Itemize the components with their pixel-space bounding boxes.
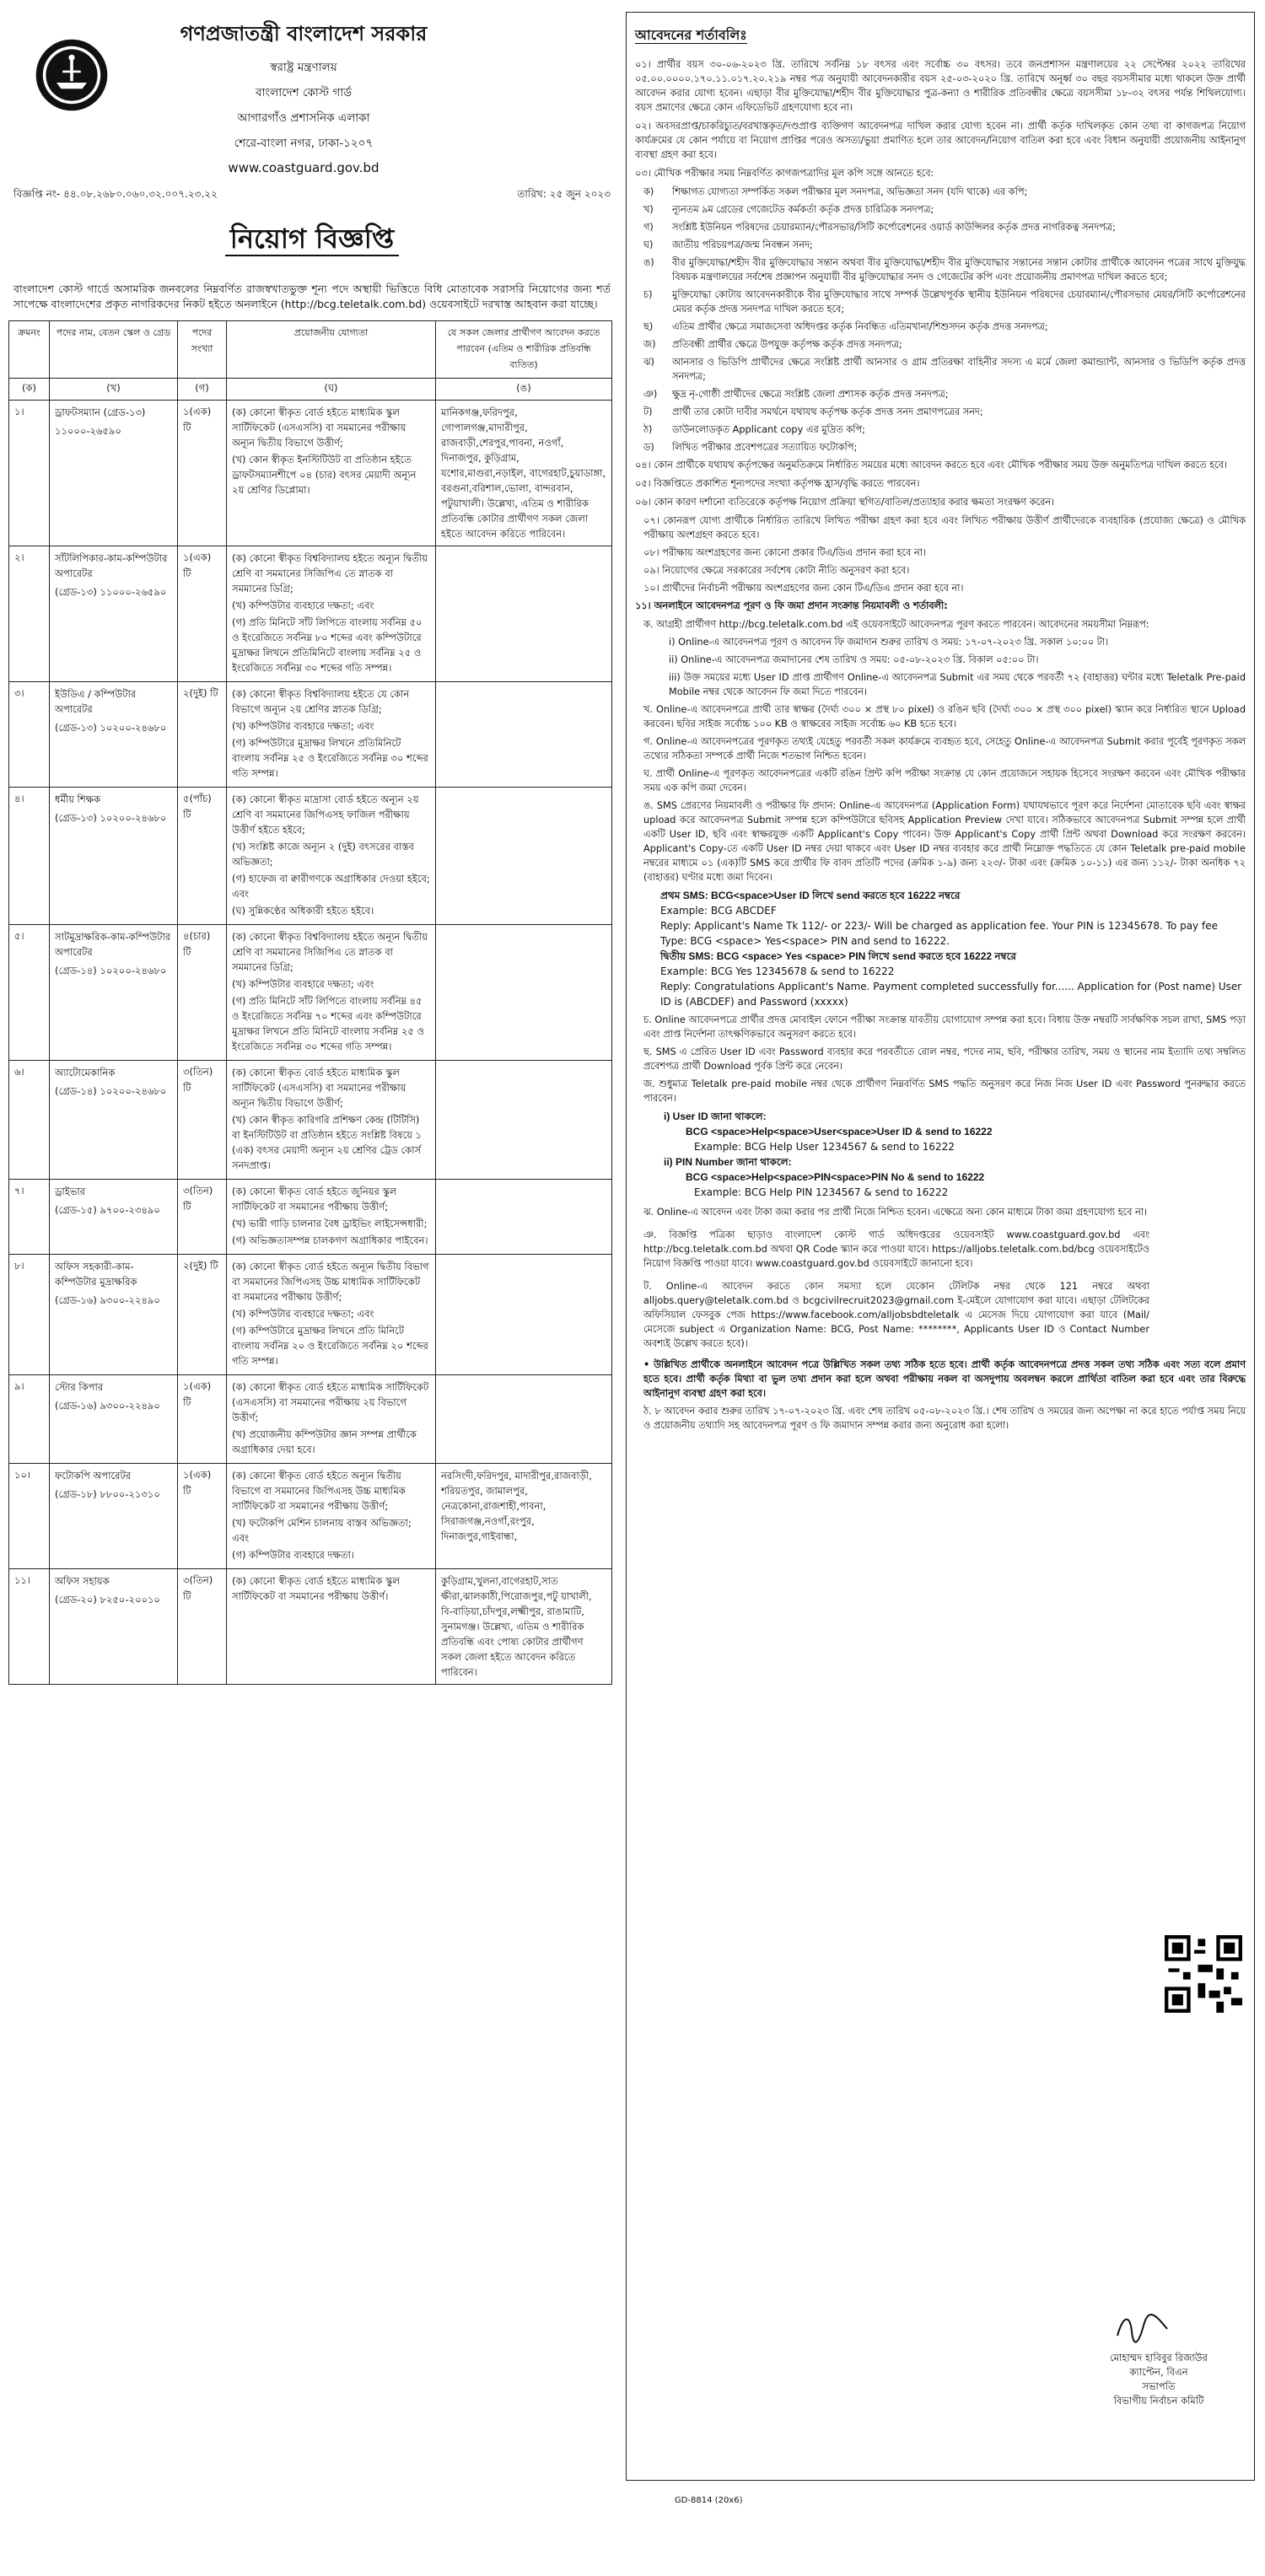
qualification-cell [227, 788, 436, 925]
list-text: বীর মুক্তিযোদ্ধা/শহীদ বীর মুক্তিযোদ্ধার সন্তান অথবা বীর মুক্তিযোদ্ধা/শহীদ বীর মুক্তিযোদ্ধার সন্তানের সন্তান কোটার প্রার্থীকে আবেদন পত্রের সাথে মুক্তিযুদ্ধ বিষয়ক মন্ত্রণালয়ের সর্বশেষ প্রজ্ঞাপন অনুযায়ী বীর মুক্তিযোদ্ধার সনদ ও গেজেটের কপি এবং প্রয়োজনীয় প্রমাণপত্র দাখিল করতে হবে; [672, 257, 1246, 282]
condition-cancel-right: ০৬। কোন কারণ দর্শানো ব্যতিরেকে কর্তৃপক্ষ নিয়োগ প্রক্রিয়া স্থগিত/বাতিল/প্রত্যাহার করার ক্ষমতা সংরক্ষণ করেন। [635, 497, 1055, 508]
qualification-line: (গ) কম্পিউটারে মুদ্রাক্ষর লিখনে প্রতিমিনিটে বাংলায় সর্বনিম্ন ২৫ ও ইংরেজিতে সর্বনিম্ন ৩০ শব্দের গতি সম্পন্ন। [232, 737, 428, 779]
advertisement-left-column [8, 12, 616, 1685]
header-post: পদের নাম, বেতন স্কেল ও গ্রেড [50, 321, 178, 379]
rule-dha: ঠ. ৮ আবেদন করার শুরুর তারিখ ১৭-০৭-২০২৩ খ্রি. এবং শেষ তারিখ ০৫-০৮-২০২৩ খ্রি.। শেষ তারিখ ও সময়ের জন্য অপেক্ষা না করে হাতে পর্যাপ্ত সময় নিয়ে ও প্রয়োজনীয় তথ্যাদি সহ আবেদনপত্র পূরণ ও ফি জমাদান সম্পন্ন করার জন্য অনুরোধ করা হলো। [643, 1406, 1246, 1431]
rule-umo: ঙ. SMS প্রেরণের নিয়মাবলী ও পরীক্ষার ফি প্রদান: Online-এ আবেদনপত্র (Application Form) যথাযথভাবে পূরণ করে নির্দেশনা মোতাবেক ছবি এবং স্বাক্ষর upload করে আবেদনপত্র Submit সম্পন্ন হলে কম্পিউটারে ছবিসহ Application Preview দেখা যাবে। সঠিকভাবে আবেদনপত্র Submit সম্পন্ন হলে প্রার্থী একটি User ID, ছবি এবং স্বাক্ষরযুক্ত একটি Applicant's Copy পাবেন। উক্ত Applicant's Copy প্রার্থী প্রিন্ট অথবা Download করে সংরক্ষণ করবেন। Applicant's Copy-তে একটি User ID নম্বর দেয়া থাকবে এবং User ID নম্বর ব্যবহার করে প্রার্থী নিম্নোক্ত পদ্ধতিতে যে কোন Teletalk pre-paid mobile নম্বরের মাধ্যমে ০১ (এক)টি SMS করে প্রার্থীর ফি বাবদ প্রতিটি পদের (ক্রমিক ১-৯) জন্য ২২৩/- টাকা এবং (ক্রমিক ১০-১১) এর জন্য ১১২/- টাকা অনধিক ৭২ (বাহাত্তর) ঘণ্টার মধ্যে জমা দিবেন। [643, 800, 1246, 883]
list-item [643, 202, 1246, 217]
qualification-line: (ক) কোনো স্বীকৃত বোর্ড হইতে মাধ্যমিক সার্টিফিকেট (এসএসসি) বা সমমানের পরীক্ষায় ২য় বিভাগে উত্তীর্ণ; [232, 1381, 429, 1423]
extra-condition-list [635, 514, 1246, 595]
recover-userid-example: Example: BCG Help User 1234567 & send to 16222 [694, 1141, 955, 1153]
page-title: নিয়োগ বিজ্ঞপ্তি [8, 218, 616, 263]
count-cell: ১(এক) টি [178, 546, 227, 682]
sms-first-example: Example: BCG ABCDEF [660, 905, 777, 917]
count-cell: ৫(পাঁচ) টি [178, 788, 227, 925]
district-cell [436, 682, 612, 788]
list-item [643, 185, 1246, 199]
post-name: অ্যাটোমেকানিক [55, 1067, 116, 1078]
list-item [643, 405, 1246, 419]
sms-second: দ্বিতীয় SMS: BCG <space> Yes <space> PIN লিখে send করতে হবে 16222 নম্বরে [660, 950, 1017, 962]
table-row [9, 1464, 612, 1569]
post-name: অফিস সহকারী-কাম-কম্পিউটার মুদ্রাক্ষরিক [55, 1261, 137, 1288]
serial-cell: ৮। [9, 1255, 50, 1375]
qualification-line: (গ) হাফেজ বা ক্বারীগণকে অগ্রাধিকার দেওয়া হইবে; এবং [232, 873, 430, 900]
vacancy-table [8, 320, 612, 1685]
qualification-line: (গ) অভিজ্ঞতাসম্পন্ন চালকগণ অগ্রাধিকার পাইবেন। [232, 1234, 428, 1246]
rule-gha: ঘ. প্রার্থী Online-এ পূরণকৃত আবেদনপত্রের একটি রঙিন প্রিন্ট কপি পরীক্ষা সংক্রান্ত যে কোন প্রয়োজনে সহায়ক হিসেবে সংরক্ষণ করবেন এবং মৌখিক পরীক্ষার সময় এক কপি জমা দেবেন। [643, 768, 1246, 793]
serial-cell: ৪। [9, 788, 50, 925]
coast-guard-emblem-icon [34, 37, 110, 113]
pay-scale: (গ্রেড-১৬) ৯৩০০-২২৪৯০ [55, 1294, 160, 1306]
condition-eligibility: ০২। অবসরপ্রাপ্ত/চাকরিচ্যুত/বরখাস্তকৃত/দণ্ডপ্রাপ্ত ব্যক্তিগণ আবেদনপত্র দাখিল করার যোগ্য হবেন না। প্রার্থী কর্তৃক দাখিলকৃত কোন তথ্য বা কাগজপত্র নিয়োগ কার্যক্রমের যে কোন পর্যায়ে বা নিয়োগ প্রাপ্তির পরেও অসত্য/ভুয়া প্রমাণিত হলে তার আবেদন/নিয়োগ বাতিল করা হবে এবং বিধান অনুযায়ী প্রয়োজনীয় আইনানুগ ব্যবস্থা গ্রহণ করা হবে। [635, 121, 1246, 160]
list-marker: ড) [643, 442, 654, 453]
rule-ta: ট. Online-এ আবেদন করতে কোন সমস্যা হলে যেকোন টেলিটক নম্বর থেকে 121 নম্বরে অথবা alljobs.query@teletalk.com.bd ও bcgcivilrecruit2023@gmail.com ই-মেইলে যোগাযোগ করা যাবে। এছাড়া টেলিটকের অফিসিয়াল ফেসবুক পেজ https://www.facebook.com/alljobsbdteletalk এ মেসেজ দিয়ে যোগাযোগ করা যাবে (Mail/মেসেজে subject এ Organization Name: BCG, Post Name: ********, Applicants User ID ও Contact Number অবশ্যই উল্লেখ করতে হবে)। [643, 1281, 1149, 1349]
pay-scale: (গ্রেড-১৬) ৯৩০০-২২৪৯০ [55, 1400, 160, 1412]
count-cell: ৪(চার) টি [178, 925, 227, 1061]
memo-number: বিজ্ঞপ্তি নং- ৪৪.০৮.২৬৮০.০৬০.৩২.০০৭.২৩.২২ [13, 188, 218, 200]
count-cell: ২(দুই) টি [178, 682, 227, 788]
serial-cell: ৭। [9, 1180, 50, 1255]
table-row [9, 1569, 612, 1685]
post-name: ফটোকপি অপারেটর [55, 1470, 132, 1482]
rule-ga: গ. Online-এ আবেদনপত্রের পূরণকৃত তথ্যই যেহেতু পরবর্তী সকল কার্যক্রমে ব্যবহৃত হবে, সেহেতু Online-এ আবেদনপত্র Submit করার পূর্বেই পূরণকৃত সকল তথ্যের সঠিকতা সম্পর্কে প্রার্থী নিজে শতভাগ নিশ্চিত হবেন। [643, 736, 1246, 761]
recover-pin-format: BCG <space>Help<space>PIN<space>PIN No & send to 16222 [686, 1171, 985, 1183]
qualification-cell [227, 1255, 436, 1375]
list-item [643, 238, 1246, 252]
index-cell: (খ) [50, 379, 178, 401]
serial-cell: ৫। [9, 925, 50, 1061]
table-row [9, 546, 612, 682]
post-name: স্টোর কিপার [55, 1381, 104, 1393]
sms-second-example: Example: BCG Yes 12345678 & send to 16222 [660, 965, 895, 977]
condition-documents: ০৩। মৌখিক পরীক্ষার সময় নিম্নবর্ণিত কাগজপত্রাদির মূল কপি সঙ্গে আনতে হবে: [635, 168, 934, 179]
qualification-line: (ক) কোনো স্বীকৃত বোর্ড হইতে মাধ্যমিক স্কুল সার্টিফিকেট (এসএসসি) বা সমমানের পরীক্ষায় অন্যূন দ্বিতীয় বিভাগে উত্তীর্ণ; [232, 406, 406, 449]
post-cell [50, 1061, 178, 1180]
district-cell [436, 546, 612, 682]
list-item [643, 320, 1246, 334]
list-item [643, 337, 1246, 352]
count-cell: ২(দুই) টি [178, 1255, 227, 1375]
qualification-line: (ক) কোনো স্বীকৃত বিশ্ববিদ্যালয় হইতে অন্যূন দ্বিতীয় শ্রেণি বা সমমানের সিজিপিএ তে স্নাতক বা সমমানের ডিগ্রি; [232, 931, 428, 973]
serial-cell: ৯। [9, 1375, 50, 1464]
qualification-cell [227, 546, 436, 682]
index-cell: (ক) [9, 379, 50, 401]
qualification-cell [227, 1180, 436, 1255]
qualification-line: (খ) কম্পিউটার ব্যবহারে দক্ষতা; এবং [232, 720, 374, 732]
table-row [9, 1180, 612, 1255]
list-marker: চ) [643, 289, 653, 300]
list-text: জাতীয় পরিচয়পত্র/জন্ম নিবন্ধন সনদ; [672, 239, 813, 250]
qualification-cell [227, 925, 436, 1061]
recover-userid-format: BCG <space>Help<space>User<space>User ID & send to 16222 [686, 1126, 993, 1137]
pay-scale: (গ্রেড-১৪) ১০২০০-২৪৬৮০ [55, 1085, 167, 1097]
list-item [643, 422, 1246, 437]
qualification-line: (গ) প্রতি মিনিটে সাঁট লিপিতে বাংলায় সর্বনিম্ন ৪৫ ও ইংরেজিতে সর্বনিম্ন ৭০ শব্দের এবং কম্পিউটারে মুদ্রাক্ষর লিখনে প্রতি মিনিটে বাংলায় সর্বনিম্ন ২৫ ও ইংরেজিতে সর্বনিম্ন ৩০ শব্দের গতি সম্পন্ন। [232, 995, 424, 1052]
post-cell [50, 1375, 178, 1464]
department-name: বাংলাদেশ কোস্ট গার্ড [255, 86, 353, 99]
post-cell [50, 546, 178, 682]
list-marker: ট) [643, 406, 653, 417]
signatory-rank: ক্যাপ্টেন, বিএন [1129, 2366, 1188, 2378]
qualification-line: (ক) কোনো স্বীকৃত বিশ্ববিদ্যালয় হইতে অন্যূন দ্বিতীয় শ্রেণি বা সমমানের সিজিপিএ তে স্নাতক বা সমমানের ডিগ্রি; [232, 552, 428, 594]
qualification-cell [227, 1569, 436, 1685]
district-cell: মানিকগঞ্জ,ফরিদপুর, গোপালগঞ্জ,মাদারীপুর, রাজবাড়ী,শেরপুর,পাবনা, নওগাঁ, দিনাজপুর, কুড়িগ্রাম, যশোর,মাগুরা,নড়াইল, বাগেরহাট,চুয়াডাঙ্গা, বরগুনা,বরিশাল,ভোলা, বান্দরবান, পটুয়াখালী। উল্লেখ্য, এতিম ও শারীরিক প্রতিবন্ধি কোটার প্রার্থীগণ সকল জেলা হইতে আবেদন করিতে পারিবেন। [436, 401, 612, 546]
list-marker: ঝ) [643, 357, 654, 368]
qualification-line: (ক) কোনো স্বীকৃত বোর্ড হইতে মাধ্যমিক স্কুল সার্টিফিকেট (এসএসসি) বা সমমানের পরীক্ষায় অন্যূন দ্বিতীয় বিভাগে উত্তীর্ণ; [232, 1067, 406, 1109]
table-row [9, 788, 612, 925]
list-item [643, 255, 1246, 284]
list-text: ক্ষুদ্র নৃ-গোষ্ঠী প্রার্থীদের ক্ষেত্রে সংশ্লিষ্ট জেলা প্রশাসক কর্তৃক প্রদত্ত সনদপত্র; [672, 389, 949, 400]
table-row [9, 1061, 612, 1180]
qualification-line: (ক) কোনো স্বীকৃত বোর্ড হইতে অন্যূন দ্বিতীয় বিভাগে বা সমমানের জিপিএসহ উচ্চ মাধ্যমিক সার্টিফিকেট বা সমমানের পরীক্ষায় উত্তীর্ণ; [232, 1470, 406, 1512]
table-index-row [9, 379, 612, 401]
sms-first: প্রথম SMS: BCG<space>User ID লিখে send করতে হবে 16222 নম্বরে [660, 890, 961, 901]
list-marker: ক) [643, 186, 654, 197]
rule-jha: ঝ. Online-এ আবেদন এবং টাকা জমা করার পর প্রার্থী নিজে নিশ্চিত হবেন। এক্ষেত্রে অন্য কোন মাধ্যমে টাকা জমা গ্রহণযোগ্য হবে না। [643, 1207, 1148, 1218]
list-marker: ছ) [643, 321, 654, 332]
table-row [9, 682, 612, 788]
header-serial: ক্রমনং [9, 321, 50, 379]
district-cell [436, 925, 612, 1061]
qualification-line: (খ) কোন স্বীকৃত কারিগরি প্রশিক্ষণ কেন্দ্র (টিটিসি) বা ইনস্টিটিউট বা প্রতিষ্ঠান হইতে সংশ্লিষ্ট বিষয়ে ১ (এক) বৎসর মেয়াদী অন্যূন ২য় শ্রেণির ট্রেড কোর্স সনদপ্রাপ্ত। [232, 1114, 423, 1171]
post-name: ধর্মীয় শিক্ষক [55, 793, 101, 805]
pay-scale: (গ্রেড-১৩) ১১০০০-২৬৫৯০ [55, 586, 167, 598]
list-item [643, 355, 1246, 384]
signatory-name: মোহাম্মদ হাবিবুর রিজাউর [1110, 2352, 1208, 2364]
list-item: ০৭। কোনরূপ যোগ্য প্রার্থীকে নির্ধারিত তারিখে লিখিত পরীক্ষা গ্রহণ করা হবে এবং লিখিত পরীক্ষায় উত্তীর্ণ প্রার্থীদেরকে ব্যবহারিক (প্রযোজ্য ক্ষেত্রে) ও মৌখিক পরীক্ষায় অংশগ্রহণ করতে হবে। [643, 515, 1246, 540]
qualification-line: (খ) প্রয়োজনীয় কম্পিউটার জ্ঞান সম্পন্ন প্রার্থীকে অগ্রাধিকার দেয়া হবে। [232, 1428, 417, 1455]
qualification-cell [227, 682, 436, 788]
qualification-line: (ক) কোনো স্বীকৃত বোর্ড হইতে অন্যূন দ্বিতীয় বিভাগ বা সমমানের জিপিএসহ উচ্চ মাধ্যমিক সার্টিফিকেট বা সমমানের পরীক্ষায় উত্তীর্ণ; [232, 1261, 429, 1303]
qualification-cell [227, 401, 436, 546]
table-row [9, 1255, 612, 1375]
pay-scale: (গ্রেড-২০) ৮২৫০-২০০১০ [55, 1594, 160, 1605]
serial-cell: ১১। [9, 1569, 50, 1685]
condition-vacancy-change: ০৫। বিজ্ঞপ্তিতে প্রকাশিত শূন্যপদের সংখ্যা কর্তৃপক্ষ হ্রাস/বৃদ্ধি করতে পারবেন। [635, 478, 920, 489]
post-cell [50, 1464, 178, 1569]
deadline-item: ii) Online-এ আবেদনপত্র জমাদানের শেষ তারিখ ও সময়: ০৫-০৮-২০২৩ খ্রি. বিকাল ০৫:০০ টা। [669, 654, 1039, 665]
post-name: অফিস সহায়ক [55, 1575, 110, 1587]
ministry-name: স্বরাষ্ট্র মন্ত্রণালয় [270, 61, 337, 74]
district-cell [436, 1375, 612, 1464]
office-name: আগারগাঁও প্রশাসনিক এলাকা [237, 111, 370, 125]
deadline-list [635, 635, 1246, 699]
qualification-line: (ক) কোনো স্বীকৃত বোর্ড হইতে জুনিয়র স্কুল সার্টিফিকেট বা সমমানের পরীক্ষায় উত্তীর্ণ; [232, 1186, 397, 1213]
list-marker: ঞ) [643, 389, 658, 400]
list-text: এতিম প্রার্থীর ক্ষেত্রে সমাজসেবা অধিদপ্তর কর্তৃক নিবন্ধিত এতিমখানা/শিশুসদন কর্তৃক প্রদত্ত সনদপত্র; [672, 321, 1048, 332]
table-header-row [9, 321, 612, 379]
pay-scale: (গ্রেড-১৩) ১০২০০-২৪৬৮০ [55, 722, 167, 734]
post-cell [50, 1180, 178, 1255]
list-item [643, 440, 1246, 454]
recover-pin-example: Example: BCG Help PIN 1234567 & send to 16222 [694, 1186, 949, 1198]
signatory-committee: বিভাগীয় নির্বাচন কমিটি [1113, 2395, 1204, 2407]
rule-nya: ঞ. বিজ্ঞপ্তি পত্রিকা ছাড়াও বাংলাদেশ কোস্ট গার্ড অধিদপ্তরের ওয়েবসাইট www.coastguard.gov.bd এবং http://bcg.teletalk.com.bd অথবা QR Code স্ক্যান করে পাওয়া যাবে। https://alljobs.teletalk.com.bd/bcg ওয়েবসাইটেও নিয়োগ বিজ্ঞপ্তি পাওয়া যাবে। www.coastguard.gov.bd ওয়েবসাইটে জানানো হবে। [643, 1229, 1149, 1269]
count-cell: ১(এক) টি [178, 401, 227, 546]
post-name: ইউডিএ / কম্পিউটার অপারেটর [55, 688, 137, 715]
post-name: ড্রাইভার [55, 1186, 85, 1197]
list-marker: গ) [643, 222, 654, 233]
post-cell [50, 1255, 178, 1375]
district-cell [436, 1061, 612, 1180]
document-list [635, 185, 1246, 454]
pay-scale: (গ্রেড-১৫) ৯৭০০-২৩৪৯০ [55, 1204, 160, 1216]
district-cell [436, 788, 612, 925]
post-cell [50, 925, 178, 1061]
count-cell: ৩(তিন) টি [178, 1569, 227, 1685]
sms-first-reply: Reply: Applicant's Name Tk 112/- or 223/- Will be charged as application fee. Your PIN is 12345678. To pay fee Type: BCG <space> Yes<space> PIN and send to 16222. [660, 920, 1218, 947]
list-item [643, 387, 1246, 401]
qualification-cell [227, 1464, 436, 1569]
qualification-cell [227, 1375, 436, 1464]
post-name: সাটমুদ্রাক্ষরিক-কাম-কম্পিউটার অপারেটর [55, 931, 171, 958]
count-cell: ৩(তিন) টি [178, 1061, 227, 1180]
index-cell: (গ) [178, 379, 227, 401]
count-cell: ১(এক) টি [178, 1464, 227, 1569]
qualification-line: (খ) সংশ্লিষ্ট কাজে অন্যূন ২ (দুই) বৎসরের বাস্তব অভিজ্ঞতা; [232, 841, 414, 868]
list-text: শিক্ষাগত যোগ্যতা সম্পর্কিত সকল পরীক্ষার মূল সনদপত্র, অভিজ্ঞতা সনদ (যদি থাকে) এর কপি; [672, 186, 1028, 197]
rule-ka: ক. আগ্রহী প্রার্থীগণ http://bcg.teletalk.com.bd এই ওয়েবসাইটে আবেদনপত্র পূরণ করতে পারবেন। আবেদনের সময়সীমা নিম্নরূপ: [643, 619, 1149, 630]
serial-cell: ২। [9, 546, 50, 682]
qualification-line: (গ) কম্পিউটারে মুদ্রাক্ষর লিখনে প্রতি মিনিটে বাংলায় সর্বনিম্ন ২০ ও ইংরেজিতে সর্বনিম্ন ২০ শব্দের গতি সম্পন্ন। [232, 1325, 428, 1367]
recover-userid-heading: i) User ID জানা থাকলে: [664, 1111, 767, 1122]
count-cell: ১(এক) টি [178, 1375, 227, 1464]
qualification-line: (ঘ) সুন্নিকণ্ঠের অধিকারী হইতে হইবে। [232, 905, 374, 917]
notice-date: তারিখ: ২৫ জুন ২০২৩ [517, 188, 611, 200]
website-link[interactable]: www.coastguard.gov.bd [228, 160, 380, 175]
list-text: ডাউনলোডকৃত Applicant copy এর মুদ্রিত কপি; [672, 424, 865, 435]
list-item [643, 220, 1246, 234]
list-marker: খ) [643, 204, 654, 215]
conditions-panel [626, 12, 1255, 2481]
table-row [9, 925, 612, 1061]
post-name: ড্রাফটসম্যান (গ্রেড-১৩) [55, 406, 146, 418]
list-text: আনসার ও ভিডিপি প্রার্থীদের ক্ষেত্রে সংশ্লিষ্ট প্রার্থী আনসার ও গ্রাম প্রতিরক্ষা বাহিনীর সদস্য এ মর্মে জেলা কমান্ড্যান্ট, আনসার ও ভিডিপি কর্তৃক প্রদত্ত সনদপত্র; [672, 357, 1246, 382]
rule-ja: জ. শুধুমাত্র Teletalk pre-paid mobile নম্বর থেকে প্রার্থীগণ নিম্নবর্ণিত SMS পদ্ধতি অনুসরণ করে নিজ নিজ User ID এবং Password পুনরুদ্ধার করতে পারবেন। [643, 1078, 1246, 1104]
qualification-line: (ক) কোনো স্বীকৃত মাদ্রাসা বোর্ড হইতে অন্যূন ২য় শ্রেণি বা সমমানের জিপিএসহ ফাজিল পরীক্ষায় উত্তীর্ণ হইতে হইবে; [232, 793, 419, 836]
list-marker: ঙ) [643, 257, 654, 268]
deadline-item: iii) উক্ত সময়ের মধ্যে User ID প্রাপ্ত প্রার্থীগণ Online-এ আবেদনপত্র Submit এর সময় থেকে পরবর্তী ৭২ (বাহাত্তর) ঘন্টার মধ্যে Teletalk Pre-paid Mobile নম্বর থেকে আবেদন ফি জমা দিতে পারবেন। [669, 672, 1246, 697]
list-text: মুক্তিযোদ্ধা কোটায় আবেদনকারীকে বীর মুক্তিযোদ্ধার সাথে সম্পর্ক উল্লেখপূর্বক স্থানীয় ইউনিয়ন পরিষদের চেয়ারম্যান/পৌরসভার মেয়র/সিটি কর্পোরেশনের মেয়র কর্তৃক প্রদত্ত সনদপত্র দাখিল করতে হবে; [672, 289, 1246, 315]
intro-paragraph: বাংলাদেশ কোস্ট গার্ডে অসামরিক জনবলের নিম্নবর্ণিত রাজস্বখাতভুক্ত শূন্য পদে অস্থায়ী ভিত্তিতে বিধি মোতাবেক সরাসরি নিয়োগের জন্য শর্ত সাপেক্ষে বাংলাদেশের প্রকৃত নাগরিকদের নিকট হইতে অনলাইনে (http://bcg.teletalk.com.bd) ওয়েবসাইটে দরখাস্ত আহবান করা যাচ্ছে। [13, 282, 611, 310]
serial-cell: ১০। [9, 1464, 50, 1569]
list-text: প্রার্থী তার কোটা দাবীর সমর্থনে যথাযথ কর্তৃপক্ষ কর্তৃক প্রদত্ত সনদ প্রমাণপত্রের সনদ; [672, 406, 983, 417]
pay-scale: (গ্রেড-১৪) ১০২০০-২৪৬৮০ [55, 965, 167, 976]
district-cell: কুড়িগ্রাম,খুলনা,বাগেরহাট,সাত ক্ষীরা,ঝালকাঠী,পিরোজপুর,পটু য়াখালী, বি-বাড়িয়া,চাঁদপুর,লক্ষ্মীপুর, রাঙামাটি, সুনামগঞ্জ। উল্লেখ্য, এতিম ও শারীরিক প্রতিবন্ধি এবং পোষ্য কোটার প্রার্থীগণ সকল জেলা হইতে আবেদন করিতে পারিবেন। [436, 1569, 612, 1685]
list-marker: ঠ) [643, 424, 653, 435]
post-cell [50, 401, 178, 546]
rule-chha: ছ. SMS এ প্রেরিত User ID এবং Password ব্যবহার করে পরবর্তীতে রোল নম্বর, পদের নাম, ছবি, পরীক্ষার তারিখ, সময় ও স্থানের নাম ইত্যাদি তথ্য সম্বলিত প্রবেশপত্র প্রার্থী Download পূর্বক প্রিন্ট করে নেবেন। [643, 1046, 1246, 1072]
pay-scale: (গ্রেড-১৮) ৮৮০০-২১৩১০ [55, 1488, 160, 1500]
rule-cha: চ. Online আবেদনপত্রে প্রার্থীর প্রদত্ত মোবাইল ফোনে পরীক্ষা সংক্রান্ত যাবতীয় যোগাযোগ সম্পন্ন করা হবে। বিধায় উক্ত নম্বরটি সার্বক্ষণিক সচল রাখা, SMS পড়া এবং প্রাপ্ত নির্দেশনা তাৎক্ষণিকভাবে অনুসরণ করতে হবে। [643, 1014, 1246, 1040]
office-address: শেরে-বাংলা নগর, ঢাকা-১২০৭ [234, 137, 374, 150]
reference-row [8, 187, 616, 204]
table-row [9, 401, 612, 546]
qualification-line: (খ) ফটোকপি মেশিন চালনায় বাস্তব অভিজ্ঞতা; এবং [232, 1517, 412, 1544]
qualification-line: (খ) ভারী গাড়ি চালনার বৈধ ড্রাইভিং লাইসেন্সধারী; [232, 1218, 428, 1229]
district-cell [436, 1180, 612, 1255]
rule-tha: • উল্লিখিত প্রার্থীকে অনলাইনে আবেদন পত্রে উল্লিখিত সকল তথ্য সঠিক হতে হবে। প্রার্থী কর্তৃক আবেদনপত্রে প্রদত্ত সকল তথ্য সঠিক এবং সত্য বলে প্রমাণ হতে হবে। প্রার্থী কর্তৃক মিথ্যা বা ভুল তথ্য প্রদান করা হলে অথবা পরীক্ষায় নকল বা অসদুপায় অবলম্বন করলে প্রার্থিতা বাতিল করা হবে এবং তার বিরুদ্ধে আইনানুগ ব্যবস্থা গ্রহণ করা হবে। [643, 1359, 1246, 1399]
header-block [110, 19, 498, 175]
qualification-line: (খ) কম্পিউটার ব্যবহারে দক্ষতা; এবং [232, 978, 374, 990]
government-title: গণপ্রজাতন্ত্রী বাংলাদেশ সরকার [180, 22, 428, 46]
condition-permission: ০৪। কোন প্রার্থীকে যথাযথ কর্তৃপক্ষের অনুমতিক্রমে নির্ধারিত সময়ের মধ্যে আবেদন করতে হবে এবং মৌখিক পরীক্ষার সময় উক্ত অনুমতিপত্র দাখিল করতে হবে। [635, 460, 1228, 471]
serial-cell: ৩। [9, 682, 50, 788]
gd-number: GD-8814 (20x6) [675, 2496, 743, 2505]
qualification-line: (গ) কম্পিউটার ব্যবহারে দক্ষতা। [232, 1549, 354, 1561]
district-cell: নরসিংদী,ফরিদপুর, মাদারীপুর,রাজবাড়ী, শরিয়তপুর, জামালপুর, নেত্রকোনা,রাজশাহী,পাবনা, সিরাজগঞ্জ,নওগাঁ,রংপুর, দিনাজপুর,গাইবান্ধা, [436, 1464, 612, 1569]
list-marker: ঘ) [643, 239, 654, 250]
qualification-line: (খ) কোন স্বীকৃত ইনস্টিটিউট বা প্রতিষ্ঠান হইতে ড্রাফটসম্যানশীপে ০৪ (চার) বৎসর মেয়াদী অন্যূন ২য় শ্রেণির ডিপ্লোমা। [232, 454, 417, 496]
rule-kha: খ. Online-এ আবেদনপত্রে প্রার্থী তার স্বাক্ষর (দৈর্ঘ্য ৩০০ × প্রস্থ ৮০ pixel) ও রঙিন ছবি (দৈর্ঘ্য ৩০০ × প্রস্থ ৩০০ pixel) স্ক্যান করে নির্ধারিত স্থানে Upload করবেন। ছবির সাইজ সর্বোচ্চ ১০০ KB ও স্বাক্ষরের সাইজ সর্বোচ্চ ৬০ KB হতে হবে। [643, 704, 1246, 729]
table-row [9, 1375, 612, 1464]
index-cell: (ঘ) [227, 379, 436, 401]
list-text: লিখিত পরীক্ষার প্রবেশপত্রের সত্যায়িত ফটোকপি; [672, 442, 858, 453]
list-item: ০৯। নিয়োগের ক্ষেত্রে সরকারের সর্বশেষ কোটা নীতি অনুসরণ করা হবে। [643, 565, 910, 576]
index-cell: (ঙ) [436, 379, 612, 401]
online-rules-heading: ১১। অনলাইনে আবেদনপত্র পূরণ ও ফি জমা প্রদান সংক্রান্ত নিয়মাবলী ও শর্তাবলী: [635, 600, 948, 611]
header-districts: যে সকল জেলার প্রার্থীগণ আবেদন করতে পারবেন (এতিম ও শারীরিক প্রতিবন্ধি ব্যতিত) [436, 321, 612, 379]
list-text: প্রতিবন্ধী প্রার্থীর ক্ষেত্রে উপযুক্ত কর্তৃপক্ষ কর্তৃক প্রদত্ত সনদপত্র; [672, 339, 902, 350]
post-cell [50, 682, 178, 788]
pay-scale: (গ্রেড-১৩) ১০২০০-২৪৬৮০ [55, 812, 167, 824]
signatory-role: সভাপতি [1142, 2380, 1176, 2392]
post-cell [50, 1569, 178, 1685]
recover-pin-heading: ii) PIN Number জানা থাকলে: [664, 1156, 792, 1168]
district-cell [436, 1255, 612, 1375]
qualification-line: (খ) কম্পিউটার ব্যবহারে দক্ষতা; এবং [232, 600, 374, 611]
table-body [9, 401, 612, 1685]
qualification-line: (ক) কোনো স্বীকৃত বোর্ড হইতে মাধ্যমিক স্কুল সার্টিফিকেট বা সমমানের পরীক্ষায় উত্তীর্ণ। [232, 1575, 400, 1602]
post-cell [50, 788, 178, 925]
deadline-item: i) Online-এ আবেদনপত্র পূরণ ও আবেদন ফি জমাদান শুরুর তারিখ ও সময়: ১৭-০৭-২০২৩ খ্রি. সকাল ১০:০০ টা। [669, 637, 1109, 648]
pay-scale: ১১০০০-২৬৫৯০ [55, 425, 121, 437]
list-text: ন্যূনতম ৯ম গ্রেডের গেজেটেড কর্মকর্তা কর্তৃক প্রদত্ত চারিত্রিক সনদপত্র; [672, 204, 934, 215]
list-item: ০৮। পরীক্ষায় অংশগ্রহণের জন্য কোনো প্রকার টিএ/ডিএ প্রদান করা হবে না। [643, 547, 926, 558]
header-qualification: প্রয়োজনীয় যোগ্যতা [227, 321, 436, 379]
list-item: ১০। প্রার্থীদের নির্বাচনী পরীক্ষায় অংশগ্রহণের জন্য কোন টিএ/ডিএ প্রদান করা হবে না। [643, 583, 964, 594]
serial-cell: ১। [9, 401, 50, 546]
list-marker: জ) [643, 339, 656, 350]
condition-age: ০১। প্রার্থীর বয়স ৩০-০৬-২০২৩ খ্রি. তারিখে সর্বনিম্ন ১৮ বৎসর এবং সর্বোচ্চ ৩০ বৎসর। তবে জনপ্রশাসন মন্ত্রণালয়ের ২২ সেপ্টেম্বর ২০২২ তারিখের ০৫.০০.০০০০.১৭০.১১.০১৭.২০.২১৯ নম্বর পত্র অনুযায়ী আবেদনকারীর বয়স ২৫-০৩-২০২০ খ্রি. তারিখে অনূর্ধ্ব ৩০ বছর বয়সসীমার মধ্যে থাকলে উক্ত প্রার্থী আবেদন করার যোগ্য হবেন। এছাড়া বীর মুক্তিযোদ্ধা/শহীদ বীর মুক্তিযোদ্ধার পুত্র-কন্যা ও শারীরিক প্রতিবন্ধীর ক্ষেত্রে বয়সসীমা ১৮-৩২ বৎসর পর্যন্ত শিথিলযোগ্য। বয়স প্রমাণের ক্ষেত্রে কোন এফিডেভিট গ্রহণযোগ্য হবে না। [635, 59, 1246, 113]
sms-second-reply: Reply: Congratulations Applicant's Name. Payment completed successfully for...... Application for (Post name) User ID is (ABCDEF) and Password (xxxxx) [660, 981, 1242, 1008]
header-count: পদের সংখ্যা [178, 321, 227, 379]
qualification-line: (গ) প্রতি মিনিটে সাঁট লিপিতে বাংলায় সর্বনিম্ন ৫০ ও ইংরেজিতে সর্বনিম্ন ৮০ শব্দের এবং কম্পিউটারে মুদ্রাক্ষর লিখনে প্রতিমিনিটে বাংলায় সর্বনিম্ন ২৫ ও ইংরেজিতে সর্বনিম্ন ৩০ শব্দের গতি সম্পন্ন। [232, 616, 423, 674]
qualification-cell [227, 1061, 436, 1180]
qualification-line: (ক) কোনো স্বীকৃত বিশ্ববিদ্যালয় হইতে যে কোন বিভাগে অন্যূন ২য় শ্রেণির স্নাতক ডিগ্রি; [232, 688, 410, 715]
serial-cell: ৬। [9, 1061, 50, 1180]
count-cell: ৩(তিন) টি [178, 1180, 227, 1255]
list-item [643, 288, 1246, 316]
signature-icon [1113, 2310, 1172, 2344]
qr-code-icon[interactable] [1165, 1935, 1242, 2013]
post-name: সাঁটলিপিকার-কাম-কম্পিউটার অপারেটর [55, 552, 168, 579]
conditions-title: আবেদনের শর্তাবলিঃ [635, 27, 747, 43]
qualification-line: (খ) কম্পিউটার ব্যবহারে দক্ষতা; এবং [232, 1308, 374, 1320]
list-text: সংশ্লিষ্ট ইউনিয়ন পরিষদের চেয়ারম্যান/পৌরসভার/সিটি কর্পোরেশনের ওয়ার্ড কাউন্সিলর কর্তৃক প্রদত্ত নাগরিকত্ব সনদপত্র; [672, 222, 1116, 233]
signature-block [1083, 2351, 1235, 2408]
